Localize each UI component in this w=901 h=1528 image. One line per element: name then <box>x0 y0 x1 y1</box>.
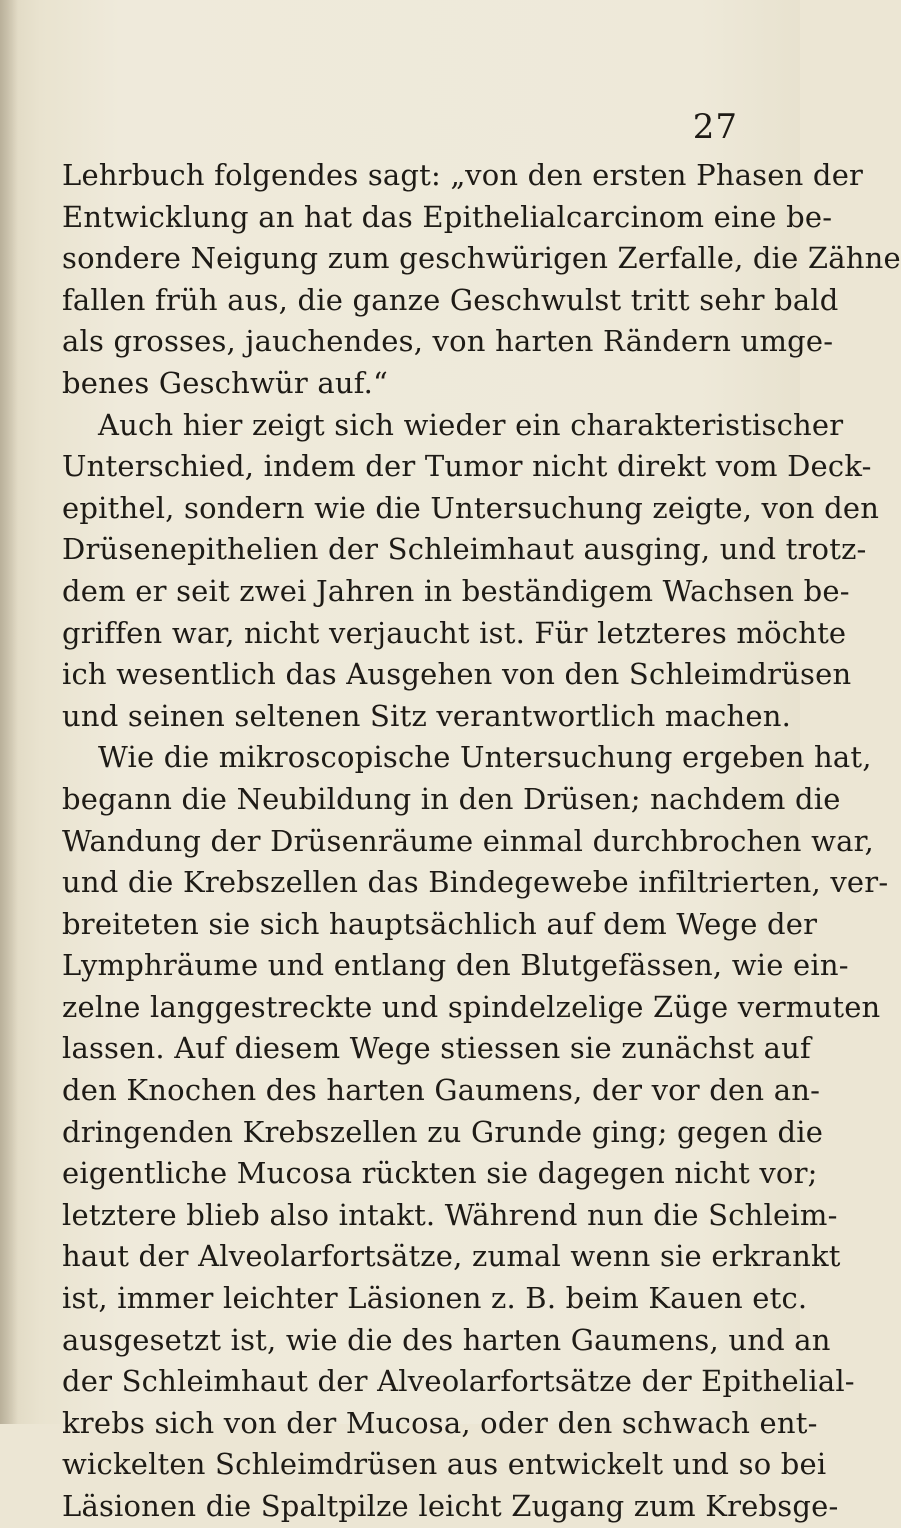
text-line: ausgesetzt ist, wie die des harten Gaumens, und an <box>62 1322 831 1357</box>
text-line: eigentliche Mucosa rückten sie dagegen nicht vor; <box>62 1156 818 1191</box>
text-line: epithel, sondern wie die Untersuchung zeigte, von den <box>62 490 880 525</box>
text-line: benes Geschwür auf.“ <box>62 365 389 400</box>
text-line: sondere Neigung zum geschwürigen Zerfalle, die Zähne <box>62 241 901 276</box>
text-line: Auch hier zeigt sich wieder ein charakteristischer <box>98 407 844 442</box>
text-line: haut der Alveolarfortsätze, zumal wenn sie erkrankt <box>62 1239 841 1274</box>
text-line: Läsionen die Spaltpilze leicht Zugang zum Krebsge- <box>62 1489 839 1523</box>
text-line: den Knochen des harten Gaumens, der vor den an- <box>62 1073 821 1108</box>
text-line: als grosses, jauchendes, von harten Rändern umge- <box>62 324 834 359</box>
text-line: lassen. Auf diesem Wege stiessen sie zunächst auf <box>62 1031 811 1066</box>
text-line: griffen war, nicht verjaucht ist. Für letzteres möchte <box>62 615 847 650</box>
page-number: 27 <box>692 107 738 147</box>
text-line: und seinen seltenen Sitz verantwortlich machen. <box>62 698 792 733</box>
text-line: Drüsenepithelien der Schleimhaut ausging, und trotz- <box>62 532 867 567</box>
text-line: Lymphräume und entlang den Blutgefässen, wie ein- <box>62 948 849 983</box>
text-line: und die Krebszellen das Bindegewebe infiltrierten, ver- <box>62 865 889 900</box>
text-line: Entwicklung an hat das Epithelialcarcinom eine be- <box>62 199 833 234</box>
text-line: ist, immer leichter Läsionen z. B. beim Kauen etc. <box>62 1281 808 1316</box>
text-line: dringenden Krebszellen zu Grunde ging; gegen die <box>62 1114 824 1149</box>
text-line: breiteten sie sich hauptsächlich auf dem Wege der <box>62 906 818 941</box>
text-line: ich wesentlich das Ausgehen von den Schleimdrüsen <box>62 657 852 692</box>
text-line: letztere blieb also intakt. Während nun die Schleim- <box>62 1197 838 1232</box>
text-line: begann die Neubildung in den Drüsen; nachdem die <box>62 781 841 816</box>
text-line: fallen früh aus, die ganze Geschwulst tritt sehr bald <box>62 282 839 317</box>
text-line: Lehrbuch folgendes sagt: „von den ersten Phasen der <box>62 158 864 192</box>
text-line: krebs sich von der Mucosa, oder den schwach ent- <box>62 1405 818 1440</box>
text-line: der Schleimhaut der Alveolarfortsätze der Epithelial- <box>62 1364 855 1399</box>
text-line: zelne langgestreckte und spindelzelige Züge vermuten <box>62 989 881 1024</box>
body-text <box>62 155 901 1528</box>
text-line: wickelten Schleimdrüsen aus entwickelt und so bei <box>62 1447 827 1482</box>
text-line: Wandung der Drüsenräume einmal durchbrochen war, <box>62 823 874 858</box>
text-line: Wie die mikroscopische Untersuchung ergeben hat, <box>98 740 872 775</box>
text-line: dem er seit zwei Jahren in beständigem Wachsen be- <box>62 573 850 608</box>
page-edge-shadow <box>0 0 18 1424</box>
text-line: Unterschied, indem der Tumor nicht direkt vom Deck- <box>62 449 872 484</box>
